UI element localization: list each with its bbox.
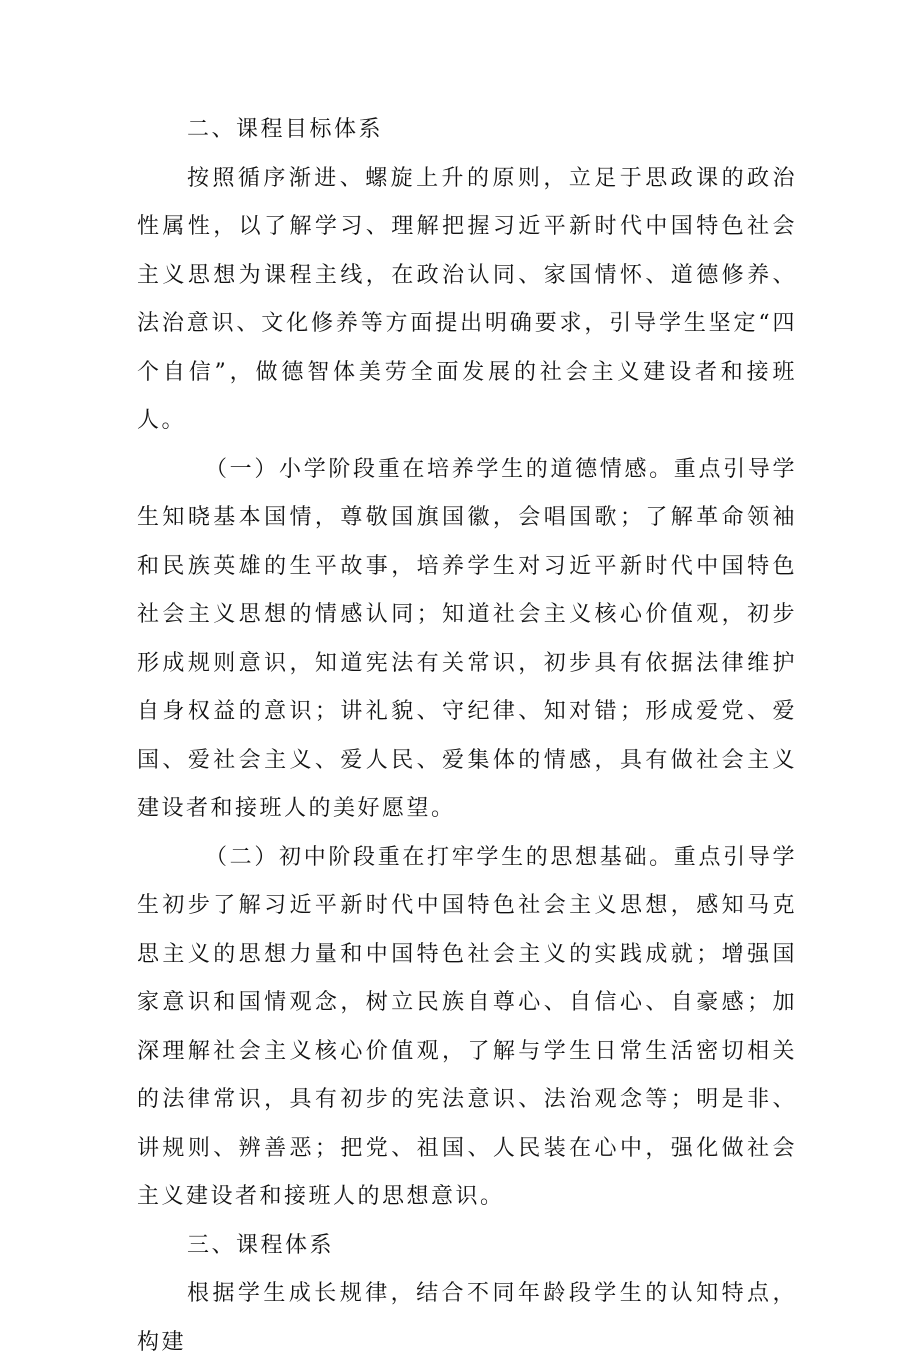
paragraph-growth-rules: 根据学生成长规律，结合不同年龄段学生的认知特点，构建 — [137, 1281, 797, 1355]
paragraph-principles: 按照循序渐进、螺旋上升的原则，立足于思政课的政治性属性，以了解学习、理解把握习近平新时代中国特色社会主义思想为课程主线，在政治认同、家国情怀、道德修养、法治意识、文化修养等方面提出明确要求，引导学生坚定“四个自信”，做德智体美劳全面发展的社会主义建设者和接班人。 — [137, 165, 797, 433]
document-body — [137, 106, 797, 1367]
section-heading-curriculum-system: 三、课程体系 — [187, 1232, 335, 1258]
section-heading-curriculum-goals: 二、课程目标体系 — [187, 117, 384, 142]
paragraph-junior-high: （二）初中阶段重在打牢学生的思想基础。重点引导学生初步了解习近平新时代中国特色社会主义思想，感知马克思主义的思想力量和中国特色社会主义的实践成就；增强国家意识和国情观念，树立民族自尊心、自信心、自豪感；加深理解社会主义核心价值观，了解与学生日常生活密切相关的法律常识，具有初步的宪法意识、法治观念等；明是非、讲规则、辨善恶；把党、祖国、人民装在心中，强化做社会主义建设者和接班人的思想意识。 — [137, 844, 797, 1209]
paragraph-primary-school: （一）小学阶段重在培养学生的道德情感。重点引导学生知晓基本国情，尊敬国旗国徽，会唱国歌；了解革命领袖和民族英雄的生平故事，培养学生对习近平新时代中国特色社会主义思想的情感认同；知道社会主义核心价值观，初步形成规则意识，知道宪法有关常识，初步具有依据法律维护自身权益的意识；讲礼貌、守纪律、知对错；形成爱党、爱国、爱社会主义、爱人民、爱集体的情感，具有做社会主义建设者和接班人的美好愿望。 — [137, 456, 797, 821]
